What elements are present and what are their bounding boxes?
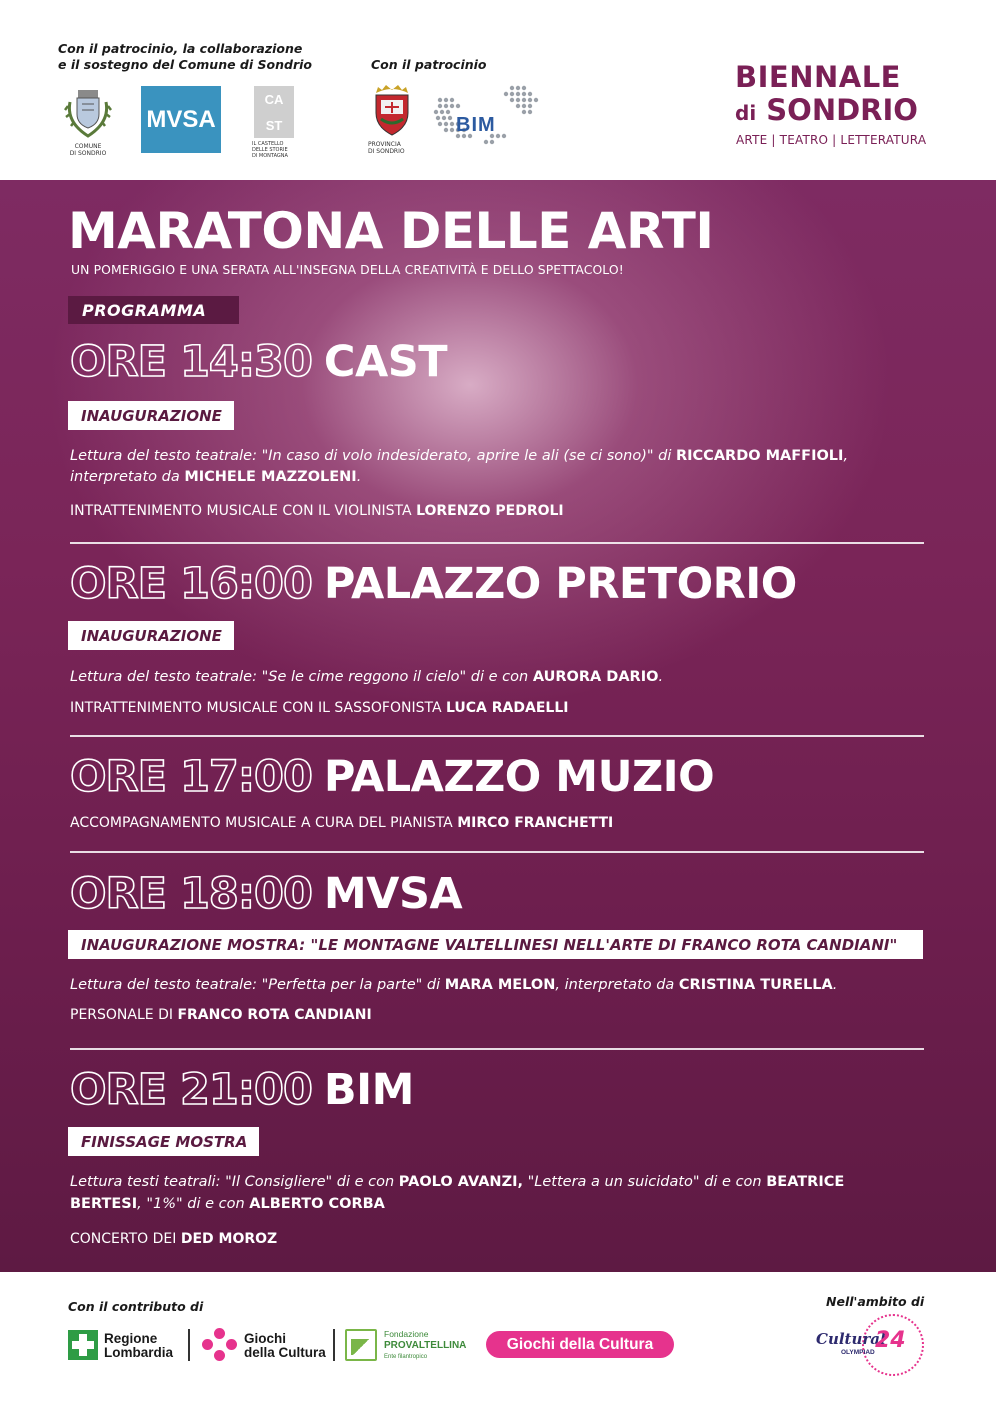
session-heading <box>70 870 462 918</box>
cast-caption-1: IL CASTELLO <box>252 141 284 147</box>
cast-caption-3: DI MONTAGNA <box>252 153 288 159</box>
ente-label: Ente filantropico <box>384 1354 428 1360</box>
giochi-cultura-pill: Giochi della Cultura <box>486 1331 674 1358</box>
cast-caption-2: DELLE STORIE <box>252 147 288 153</box>
biennale-title: BIENNALE <box>735 60 901 94</box>
reading-line-2 <box>70 467 361 488</box>
biennale-di: di <box>735 101 757 125</box>
music-prefix: ACCOMPAGNAMENTO MUSICALE A CURA DEL PIANISTA <box>70 815 458 831</box>
comune-caption <box>63 143 113 157</box>
program-panel <box>0 180 996 1272</box>
mvsa-logo: MVSA <box>141 86 221 153</box>
reading-author-1: PAOLO AVANZI, <box>398 1174 523 1190</box>
session-time: ORE 18:00 <box>70 869 312 919</box>
logo-separator <box>188 1329 190 1361</box>
session-heading <box>70 1066 414 1114</box>
patronage-caption-right: Con il patrocinio <box>371 57 487 72</box>
cast-logo-bottom: ST <box>265 117 283 133</box>
cast-logo-top: CA <box>264 91 284 107</box>
comune-crest-icon <box>62 82 114 140</box>
divider <box>70 735 924 737</box>
provincia-caption-1: PROVINCIA <box>368 141 401 148</box>
personal-prefix: PERSONALE DI <box>70 1007 178 1023</box>
patronage-caption-left <box>58 41 312 73</box>
session-tag: INAUGURAZIONE <box>68 401 234 430</box>
footer <box>0 1272 996 1410</box>
session-place: CAST <box>323 337 448 387</box>
session-place: PALAZZO MUZIO <box>323 752 715 802</box>
provincia-caption <box>368 141 418 155</box>
biennale-sondrio: SONDRIO <box>766 93 918 127</box>
session-tag: FINISSAGE MOSTRA <box>68 1127 259 1156</box>
giochi-line-2: della Cultura <box>244 1345 326 1360</box>
session-place: MVSA <box>323 869 463 919</box>
session-time: ORE 16:00 <box>70 559 312 609</box>
reading-prefix: Lettura del testo teatrale: "In caso di volo indesiderato, aprire le ali (se ci sono)" di <box>70 448 676 464</box>
session-tag: INAUGURAZIONE MOSTRA: "LE MONTAGNE VALTELLINESI NELL'ARTE DI FRANCO ROTA CANDIANI" <box>68 930 923 959</box>
reading-mid-1: "Lettera a un suicidato" di e con <box>523 1174 767 1190</box>
bim-logo: BIM <box>456 114 496 136</box>
reading-author-2a: BEATRICE <box>766 1174 845 1190</box>
reading-prefix: Lettura del testo teatrale: "Se le cime reggono il cielo" di e con <box>70 669 533 685</box>
patronage-left-line1: Con il patrocinio, la collaborazione <box>58 41 303 56</box>
reading-end: . <box>356 469 362 485</box>
session-time: ORE 21:00 <box>70 1065 312 1115</box>
music-line <box>70 698 568 719</box>
event-title: MARATONA DELLE ARTI <box>68 202 714 260</box>
contributo-caption: Con il contributo di <box>68 1299 204 1314</box>
reading-comma: , <box>843 448 849 464</box>
divider <box>70 542 924 544</box>
reading-author-3: ALBERTO CORBA <box>249 1196 385 1212</box>
reading-line <box>70 667 663 688</box>
reading-performer: CRISTINA TURELLA <box>678 977 833 993</box>
header <box>0 0 996 180</box>
giochi-cultura-logo <box>244 1332 326 1360</box>
reading-mid-2: , "1%" di e con <box>137 1196 250 1212</box>
regione-lombardia-logo <box>104 1332 173 1360</box>
reading-end: . <box>832 977 838 993</box>
ambito-caption: Nell'ambito di <box>826 1294 925 1309</box>
personal-name: FRANCO ROTA CANDIANI <box>177 1007 372 1023</box>
olympiad-label: OLYMPIAD <box>841 1349 875 1356</box>
music-line <box>70 501 564 522</box>
session-time: ORE 17:00 <box>70 752 312 802</box>
fondazione-label: Fondazione <box>384 1329 429 1339</box>
music-name: LORENZO PEDROLI <box>416 503 564 519</box>
provaltellina-label: PROVALTELLINA <box>384 1340 467 1351</box>
music-prefix: INTRATTENIMENTO MUSICALE CON IL SASSOFONISTA <box>70 700 446 716</box>
reading-mid: , interpretato da <box>555 977 679 993</box>
reading-line-2 <box>70 1194 385 1215</box>
reading-line2-prefix: interpretato da <box>70 469 185 485</box>
reading-line <box>70 975 837 996</box>
cast-caption <box>252 141 298 159</box>
session-place: PALAZZO PRETORIO <box>323 559 797 609</box>
concert-name: DED MOROZ <box>180 1231 278 1247</box>
concert-prefix: CONCERTO DEI <box>70 1231 181 1247</box>
reading-end: . <box>658 669 664 685</box>
event-subtitle: UN POMERIGGIO E UNA SERATA ALL'INSEGNA DELLA CREATIVITÀ E DELLO SPETTACOLO! <box>71 262 624 277</box>
music-name: LUCA RADAELLI <box>445 700 569 716</box>
session-time: ORE 14:30 <box>70 337 312 387</box>
provaltellina-house-icon <box>345 1329 377 1361</box>
cast-logo <box>254 86 294 138</box>
provincia-crest-icon <box>371 83 413 139</box>
reading-line-1 <box>70 1172 844 1193</box>
session-tag: INAUGURAZIONE <box>68 621 234 650</box>
reading-prefix: Lettura del testo teatrale: "Perfetta per la parte" di <box>70 977 445 993</box>
session-place: BIM <box>323 1065 414 1115</box>
olympiad-24: 24 <box>875 1328 906 1353</box>
reading-author: MARA MELON <box>444 977 556 993</box>
reading-prefix: Lettura testi teatrali: "Il Consigliere" di e con <box>70 1174 399 1190</box>
concert-line <box>70 1229 277 1250</box>
giochi-dots-icon <box>202 1328 238 1362</box>
comune-caption-2: DI SONDRIO <box>69 150 107 157</box>
reading-performer: MICHELE MAZZOLENI <box>184 469 357 485</box>
cultural-olympiad-text: Cultural <box>816 1330 886 1348</box>
session-heading <box>70 338 447 386</box>
music-prefix: INTRATTENIMENTO MUSICALE CON IL VIOLINISTA <box>70 503 417 519</box>
reading-author: AURORA DARIO <box>532 669 659 685</box>
regione-lombardia-cross-icon <box>68 1330 98 1360</box>
provincia-caption-2: DI SONDRIO <box>368 148 405 155</box>
music-line <box>70 813 613 834</box>
logo-separator <box>333 1329 335 1361</box>
divider <box>70 1048 924 1050</box>
session-heading <box>70 753 714 801</box>
regione-line-1: Regione <box>104 1331 158 1346</box>
music-name: MIRCO FRANCHETTI <box>457 815 614 831</box>
biennale-subtitle: ARTE | TEATRO | LETTERATURA <box>736 133 927 147</box>
reading-author-2b: BERTESI <box>70 1196 138 1212</box>
reading-line-1 <box>70 446 848 467</box>
divider <box>70 851 924 853</box>
comune-caption-1: COMUNE <box>74 143 102 150</box>
patronage-left-line2: e il sostegno del Comune di Sondrio <box>58 57 312 72</box>
personal-line <box>70 1005 372 1026</box>
programma-badge: PROGRAMMA <box>68 296 239 324</box>
reading-author: RICCARDO MAFFIOLI <box>675 448 844 464</box>
regione-line-2: Lombardia <box>104 1345 174 1360</box>
giochi-line-1: Giochi <box>244 1331 287 1346</box>
session-heading <box>70 560 797 608</box>
biennale-city <box>735 93 918 130</box>
